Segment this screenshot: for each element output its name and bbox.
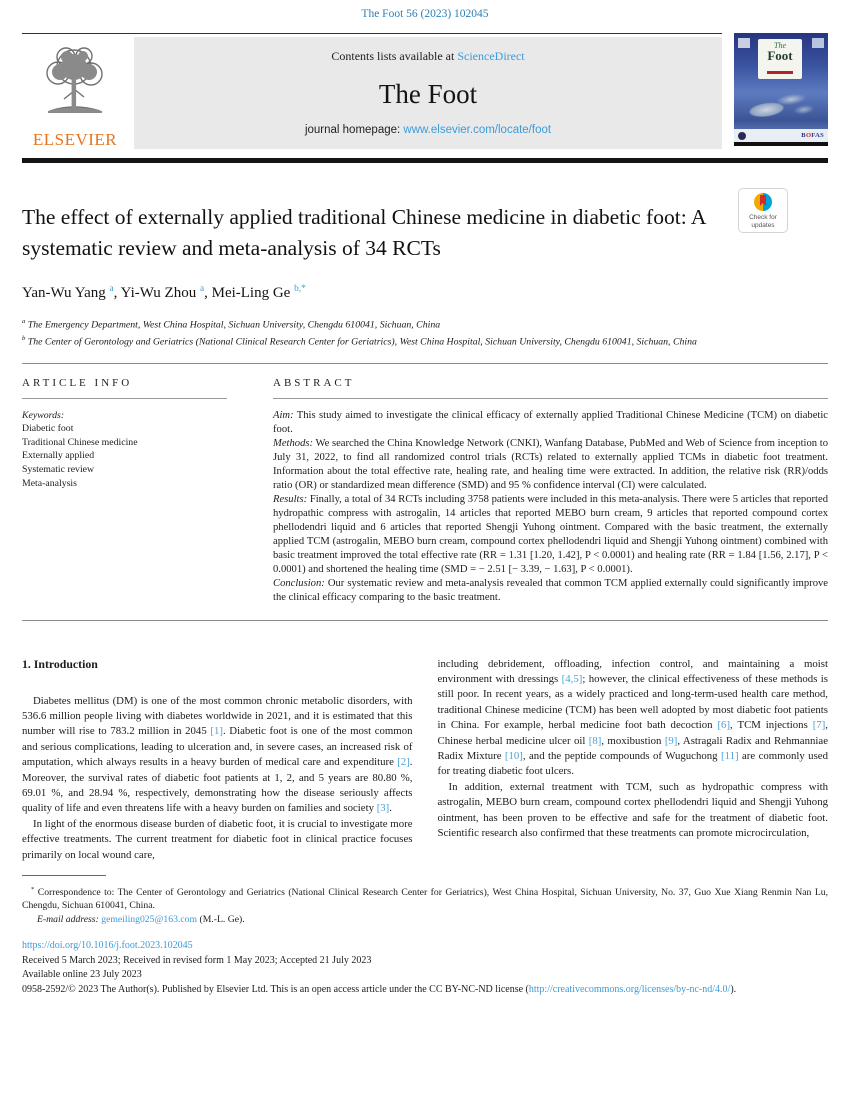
affiliations: [22, 315, 812, 349]
header-divider-bar: [22, 158, 828, 163]
affiliation-a: $^a$ The Emergency Department, West China Hospital, Sichuan University, Chengdu 610041, Sichuan, China: [22, 318, 441, 331]
citation-ref[interactable]: [1]: [210, 725, 223, 738]
article-title: The effect of externally applied traditional Chinese medicine in diabetic foot: A systematic review and meta-analysis of 34 RCTs: [22, 205, 706, 260]
heading-rule: [22, 398, 227, 399]
heading-rule: [273, 398, 828, 399]
keyword-item: Meta-analysis: [22, 477, 77, 489]
intro-paragraph: Diabetes mellitus (DM) is one of the most common chronic metabolic disorders, with 536.6 million people living with diabetes worldwide in 2021, and it is estimated that this number will rise to 783.2 million in 2045 [1]. Diabetic foot is one of the most common and serious complications, leading to ulceration and, in severe cases, an increased risk of amputation, which always results in a heavy burden of medical care and expenditure [2]. Moreover, the survival rates of diabetic foot patients at 1, 2, and 5 years are 80.80 %, 69.01 %, and 28.94 %, respectively, demonstrating how the disease seriously affects quality of life and even threatens life with a heavy burden on families and society [3].: [22, 694, 413, 815]
homepage-line: journal homepage: www.elsevier.com/locate/foot: [304, 124, 552, 136]
citation-ref[interactable]: [6]: [717, 719, 731, 732]
cover-corner-decoration: [812, 38, 824, 48]
keyword-item: Externally applied: [22, 450, 95, 462]
journal-masthead: [22, 33, 828, 152]
citation-ref[interactable]: [9]: [664, 734, 678, 747]
footnote-rule: [22, 875, 106, 876]
citation-ref[interactable]: [2]: [397, 756, 410, 769]
citation-ref[interactable]: [3]: [376, 802, 390, 815]
ribbon-icon: [760, 195, 766, 206]
article-info-heading: ARTICLE INFO: [22, 376, 133, 389]
intro-paragraph: In light of the enormous disease burden of diabetic foot, it is crucial to investigate more effective treatments. The current treatment for diabetic foot in clinical practice focuses primarily on local wound care,: [22, 817, 413, 861]
publication-footer: [22, 939, 828, 998]
abstract-conclusion: Conclusion: Our systematic review and meta-analysis revealed that common TCM applied externally could significantly improve the clinical efficacy comparing to the basic treatment.: [273, 577, 828, 603]
keywords-block: [22, 409, 227, 491]
cover-footer-strip: [734, 129, 828, 142]
introduction-heading: 1. Introduction: [22, 656, 98, 671]
intro-column-right: [438, 657, 829, 863]
elsevier-logo: [22, 37, 128, 152]
correspondence-footnote: [22, 875, 828, 926]
article-info-column: [22, 377, 227, 605]
cover-foot-xray-art: [742, 84, 820, 128]
abstract-body: [273, 409, 828, 605]
cover-society-logo: [738, 132, 746, 140]
homepage-link[interactable]: www.elsevier.com/locate/foot: [403, 124, 552, 136]
abstract-methods: Methods: We searched the China Knowledge Network (CNKI), Wanfang Database, PubMed and Web of Science from inception to July 31, 2022, to find all randomized control trials (RCTs) related to externally applied TCMs in diabetic foot treatment. Information about the total effective rate, healing rate, and healing time were extracted. In addition, the relative risk (RR)/odds ratio (OR) or standardized mean difference (SMD) and 95 % confidence interval (CI) were calculated.: [273, 437, 828, 491]
intro-paragraph: including debridement, offloading, infection control, and maintaining a moist environment with dressings [4,5]; however, the clinical effectiveness of these methods is still poor. In recent years, as a widely practiced and long-term-used health care method, traditional Chinese medicine (TCM) has been well adopted by most diabetic foot patients in China. For example, herbal medicine foot bath decoction [6], TCM injections [7], Chinese herbal medicine ulcer oil [8], moxibustion [9], Astragali Radix and Rehmanniae Radix Mixture [10], and the peptide compounds of Wuguchong [11] are commonly used for treating diabetic foot ulcers.: [437, 657, 828, 778]
sciencedirect-link[interactable]: ScienceDirect: [457, 49, 525, 63]
citation-ref[interactable]: [4,5]: [561, 672, 583, 685]
abstract-column: [273, 377, 828, 605]
citation-ref[interactable]: [8]: [588, 734, 602, 747]
journal-title: The Foot: [378, 78, 478, 109]
elsevier-tree-icon: [36, 41, 114, 128]
elsevier-wordmark: ELSEVIER: [32, 130, 118, 149]
intro-column-left: [22, 657, 413, 863]
masthead-box: [134, 37, 722, 149]
correspondence-text: * Correspondence to: The Center of Gerontology and Geriatrics (National Clinical Research Center for Geriatrics), West China Hospital, Sichuan University, No. 37, Guo Xue Xiang Renmin Nan Lu, Chengdu, Sichuan 610041, China.: [22, 886, 828, 912]
received-dates: Received 5 March 2023; Received in revised form 1 May 2023; Accepted 21 July 2023: [22, 954, 372, 966]
citation-ref[interactable]: [10]: [504, 749, 523, 762]
journal-citation: The Foot 56 (2023) 102045: [361, 8, 489, 20]
license-line: 0958-2592/© 2023 The Author(s). Published by Elsevier Ltd. This is an open access article under the CC BY-NC-ND license (http://creativecommons.org/licenses/by-nc-nd/4.0/).: [22, 984, 737, 996]
inline-link[interactable]: gemeiling025@163.com: [101, 913, 198, 925]
author-list: Yan-Wu Yang $^a$, Yi-Wu Zhou $^a$, Mei-Ling Ge $^{b,*}$: [22, 284, 306, 301]
contents-line: Contents lists available at ScienceDirect: [331, 49, 525, 63]
abstract-heading: ABSTRACT: [273, 376, 355, 389]
intro-paragraph: In addition, external treatment with TCM, such as hydropathic compress with astrogalin, MEBO burn cream, compound cortex phellodendri liquid and Shengji Yuhong ointment, has been proven to be effective and safe for the treatment of diabetic foot. Scientific research also confirmed that these treatments can promote microcirculation,: [437, 780, 828, 839]
available-online: Available online 23 July 2023: [22, 969, 142, 981]
email-line: E-mail address: gemeiling025@163.com (M.-L. Ge).: [37, 913, 245, 925]
keyword-item: Traditional Chinese medicine: [22, 436, 138, 448]
check-for-updates-badge[interactable]: Check for updates: [738, 188, 788, 233]
citation-ref[interactable]: [7]: [812, 719, 826, 732]
affiliation-b: $^b$ The Center of Gerontology and Geriatrics (National Clinical Research Center for Geriatrics), West China Hospital, Sichuan University, Chengdu 610041, Sichuan, China: [22, 334, 697, 348]
introduction-section: [22, 657, 828, 863]
cover-red-bar: [767, 71, 793, 74]
keyword-item: Systematic review: [22, 463, 95, 475]
citation-ref[interactable]: [11]: [720, 749, 739, 762]
cover-corner-decoration: [738, 38, 750, 48]
bofas-logo: BOFAS: [801, 132, 824, 139]
inline-link[interactable]: http://creativecommons.org/licenses/by-nc-nd/4.0/: [528, 984, 731, 996]
abstract-results: Results: Finally, a total of 34 RCTs including 3758 patients were included in this meta-analysis. There were 5 articles that reported hydropathic compress with astrogalin, 14 articles that reported MEBO burn cream, 9 articles that reported compound cortex phellodendri liquid and 6 articles that reported Shengji Yuhong ointment. Compared with the basic treatment, the externally applied TCM (astrogalin, MEBO burn cream, compound cortex phellodendri liquid and Shengji Yuhong ointment) combined with basic treatment improved the total effective rate (RR = 1.31 [1.20, 1.42], P < 0.0001) and healing rate (RR = 1.84 [1.56, 2.17], P < 0.0001) and shortened the healing time (SMD = − 2.51 [− 3.39, − 1.63], P < 0.0001).: [273, 493, 828, 575]
check-updates-icon: [754, 193, 772, 211]
abstract-aim: Aim: This study aimed to investigate the clinical efficacy of externally applied Traditional Chinese Medicine (TCM) on diabetic foot.: [273, 409, 828, 435]
keyword-item: Diabetic foot: [22, 423, 74, 435]
doi-link[interactable]: https://doi.org/10.1016/j.foot.2023.102045: [22, 939, 193, 951]
keywords-label: Keywords:: [22, 409, 65, 421]
journal-cover-thumbnail[interactable]: [734, 33, 828, 146]
cover-title-box: The Foot: [758, 39, 802, 79]
